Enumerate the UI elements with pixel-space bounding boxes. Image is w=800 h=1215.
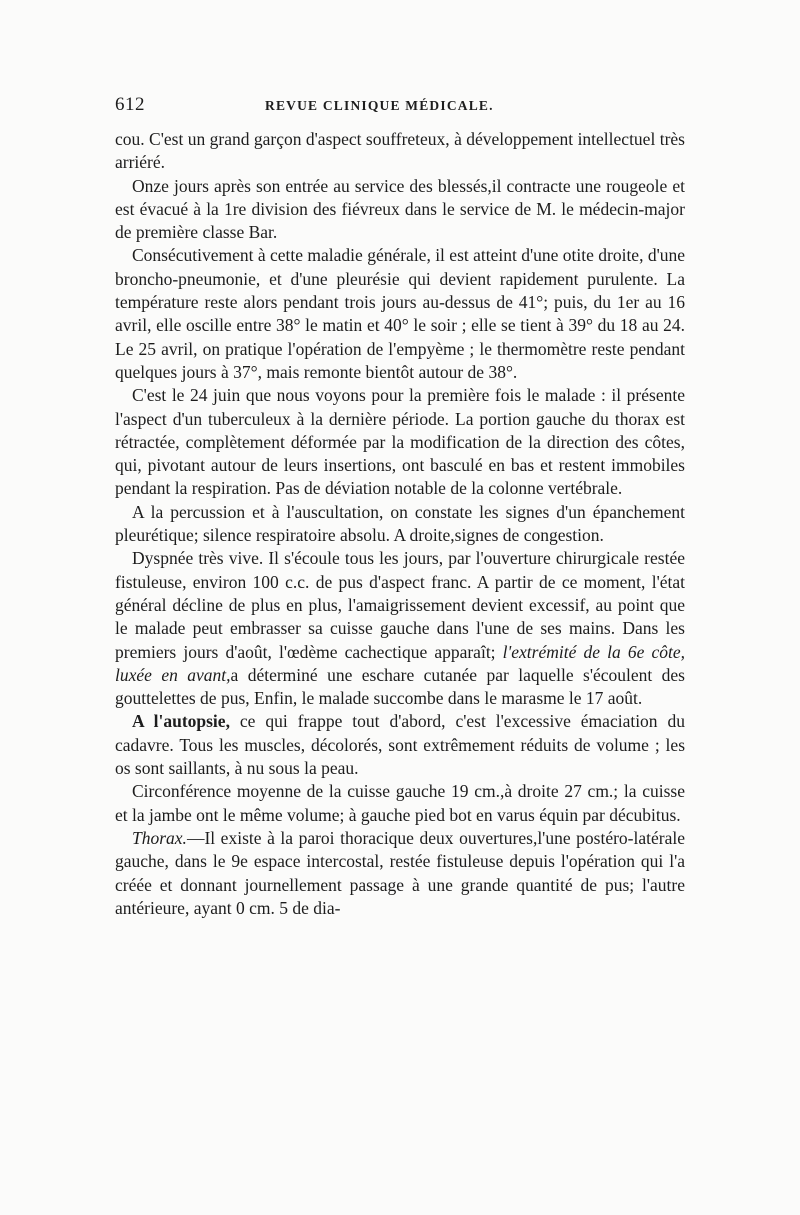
paragraph: Circonférence moyenne de la cuisse gauche 19 cm.,à droite 27 cm.; la cuisse et la jambe ont le même volume; à gauche pied bot en varus équin par décubitus. bbox=[115, 781, 685, 825]
paragraph-text: —Il existe à la paroi thoracique deux ouvertures,l'une postéro-latérale gauche, dans le 9e espace intercostal, restée fistuleuse depuis l'opération qui l'a créée et donnant journellement passage à une grande quantité de pus; l'autre antérieure, ayant 0 cm. 5 de dia- bbox=[115, 827, 685, 918]
bold-heading: A l'autopsie, bbox=[132, 711, 230, 732]
italic-heading: Thorax. bbox=[132, 827, 187, 848]
paragraph bbox=[115, 710, 685, 780]
paragraph: A la percussion et à l'auscultation, on constate les signes d'un épanchement pleurétique; silence respiratoire absolu. A droite,signes de congestion. bbox=[115, 501, 685, 546]
page-header bbox=[115, 94, 685, 126]
paragraph: Onze jours après son entrée au service des blessés,il contracte une rougeole et est évacué à la 1re division des fiévreux dans le service de M. le médecin-major de première classe Bar. bbox=[115, 175, 685, 243]
book-page bbox=[115, 94, 685, 920]
paragraph-text: a déterminé une eschare cutanée par laquelle s'écoulent des gouttelettes de pus, Enfin, le malade succombe dans le marasme le 17 août. bbox=[115, 664, 685, 709]
paragraph: C'est le 24 juin que nous voyons pour la première fois le malade : il présente l'aspect d'un tuberculeux à la dernière période. La portion gauche du thorax est rétractée, complètement déformée par la modification de la direction des côtes, qui, pivotant autour de leurs insertions, ont basculé en bas et restent immobiles pendant la respiration. Pas de déviation notable de la colonne vertébrale. bbox=[115, 385, 685, 499]
paragraph-text: Dyspnée très vive. Il s'écoule tous les jours, par l'ouverture chirurgicale restée fistuleuse, environ 100 c.c. de pus d'aspect franc. A partir de ce moment, l'état général décline de plus en plus, l'amaigrissement devient excessif, au point que le malade peut embrasser sa cuisse gauche dans l'une de ses mains. Dans les premiers jours d'août, l'œdème cachectique apparaît; bbox=[115, 548, 685, 662]
paragraph: Consécutivement à cette maladie générale, il est atteint d'une otite droite, d'une broncho-pneumonie, et d'une pleurésie qui devient rapidement purulente. La température reste alors pendant trois jours au-dessus de 41°; puis, du 1er au 16 avril, elle oscille entre 38° le matin et 40° le soir ; elle se tient à 39° du 18 au 24. Le 25 avril, on pratique l'opération de l'empyème ; le thermomètre reste pendant quelques jours à 37°, mais remonte bientôt autour de 38°. bbox=[115, 245, 685, 382]
page-number: 612 bbox=[115, 94, 145, 115]
paragraph: cou. C'est un grand garçon d'aspect souffreteux, à développement intellectuel très arriéré. bbox=[115, 129, 685, 173]
body-text bbox=[115, 128, 685, 920]
italic-phrase: l'extrémité de la 6e côte, luxée en avant, bbox=[115, 641, 685, 685]
paragraph-text: ce qui frappe tout d'abord, c'est l'excessive émaciation du cadavre. Tous les muscles, décolorés, sont extrêmement réduits de volume ; les os sont saillants, à nu sous la peau. bbox=[115, 711, 685, 779]
paragraph bbox=[115, 827, 685, 920]
running-title: REVUE CLINIQUE MÉDICALE. bbox=[265, 98, 494, 113]
paragraph bbox=[115, 547, 685, 710]
